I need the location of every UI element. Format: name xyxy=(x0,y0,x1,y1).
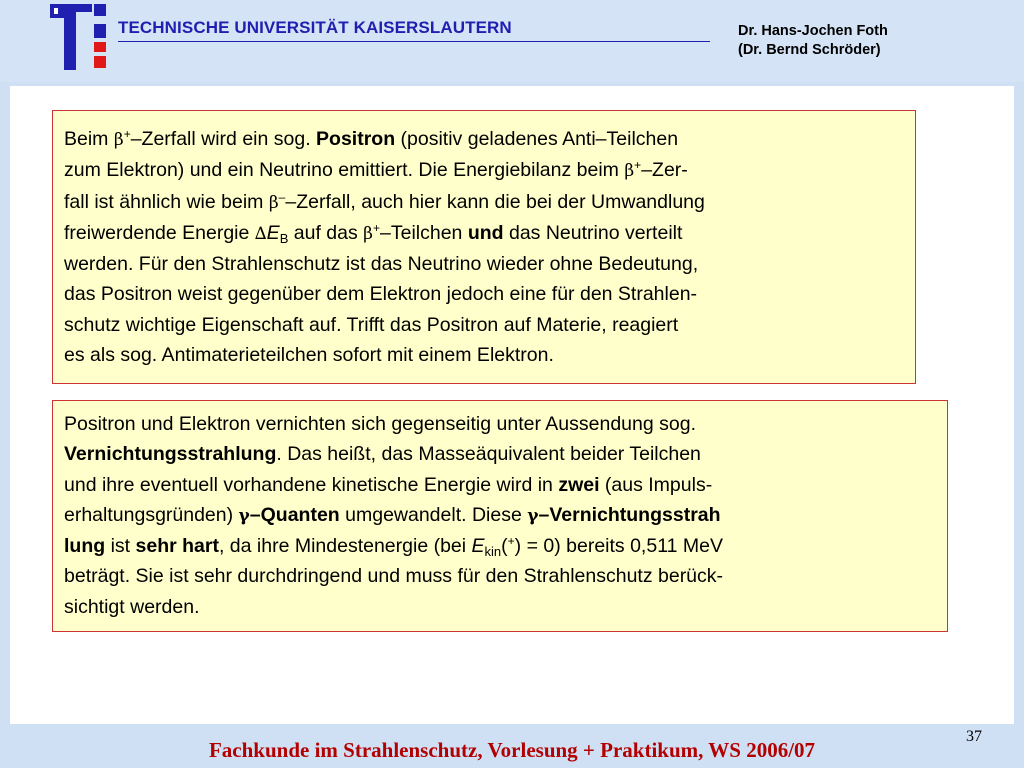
term-vernichtungsstrah: –Vernichtungsstrah xyxy=(538,503,721,526)
text-line: beträgt. Sie ist sehr durchdringend und muss für den Strahlenschutz berück- xyxy=(64,565,724,588)
university-name: TECHNISCHE UNIVERSITÄT KAISERSLAUTERN xyxy=(118,18,512,37)
text-line: zum Elektron) und ein Neutrino emittiert. Die Energiebilanz beim β+–Zer- xyxy=(64,158,688,182)
text-line: freiwerdende Energie $\Delta E_B$ auf das β+–Teilchen und das Neutrino verteilt xyxy=(64,220,683,246)
text-line: Positron und Elektron vernichten sich gegenseitig unter Aussendung sog. xyxy=(64,413,696,435)
positron-textbox xyxy=(52,110,916,384)
co-author-name: (Dr. Bernd Schröder) xyxy=(738,42,881,58)
annihilation-textbox xyxy=(52,400,948,632)
university-logo xyxy=(48,2,110,72)
text-line: das Positron weist gegenüber dem Elektron jedoch eine für den Strahlen- xyxy=(64,283,698,306)
text-line: schutz wichtige Eigenschaft auf. Trifft das Positron auf Materie, reagiert xyxy=(64,313,679,336)
gamma-symbol: γ xyxy=(527,505,539,526)
text-line: es als sog. Antimaterieteilchen sofort mit einem Elektron. xyxy=(64,344,554,367)
term-und: und xyxy=(467,221,504,244)
text-line: und ihre eventuell vorhandene kinetische Energie wird in zwei (aus Impuls- xyxy=(64,473,713,496)
beta-symbol: β xyxy=(624,161,635,182)
text-line: Beim β+–Zerfall wird ein sog. Positron (positiv geladenes Anti–Teilchen xyxy=(64,127,679,150)
text-line: fall ist ähnlich wie beim β––Zerfall, auch hier kann die bei der Umwandlung xyxy=(64,189,705,213)
text-line: Vernichtungsstrahlung. Das heißt, das Masseäquivalent beider Teilchen xyxy=(64,443,701,466)
text-line: sichtigt werden. xyxy=(64,595,200,618)
term-positron: Positron xyxy=(316,128,396,150)
term-vernichtungsstrahlung: Vernichtungsstrahlung xyxy=(64,443,277,466)
term-quanten: –Quanten xyxy=(249,503,340,526)
text-line: erhaltungsgründen) γ–Quanten umgewandelt. Diese γ–Vernichtungsstrah xyxy=(64,503,721,526)
page-number: 37 xyxy=(966,728,982,745)
author-block xyxy=(738,22,888,60)
term-sehr-hart: sehr hart xyxy=(135,535,219,558)
header-rule xyxy=(118,41,710,42)
gamma-symbol: γ xyxy=(238,505,250,526)
beta-symbol: β xyxy=(113,130,124,150)
slide-content xyxy=(10,86,1014,724)
text-line: lung ist sehr hart, da ihre Mindestenergie (bei $E_{kin}(^+) = 0$) bereits 0,511 MeV xyxy=(64,534,723,560)
text-line: werden. Für den Strahlenschutz ist das Neutrino wieder ohne Bedeutung, xyxy=(64,253,699,276)
delta-symbol: ∆ xyxy=(254,223,267,244)
author-name: Dr. Hans-Jochen Foth xyxy=(738,23,888,39)
slide-header xyxy=(0,0,1024,82)
beta-symbol: β xyxy=(363,223,373,244)
course-footer: Fachkunde im Strahlenschutz, Vorlesung + Praktikum, WS 2006/07 xyxy=(208,738,816,762)
term-zwei: zwei xyxy=(558,473,600,496)
beta-symbol: β xyxy=(268,192,279,213)
